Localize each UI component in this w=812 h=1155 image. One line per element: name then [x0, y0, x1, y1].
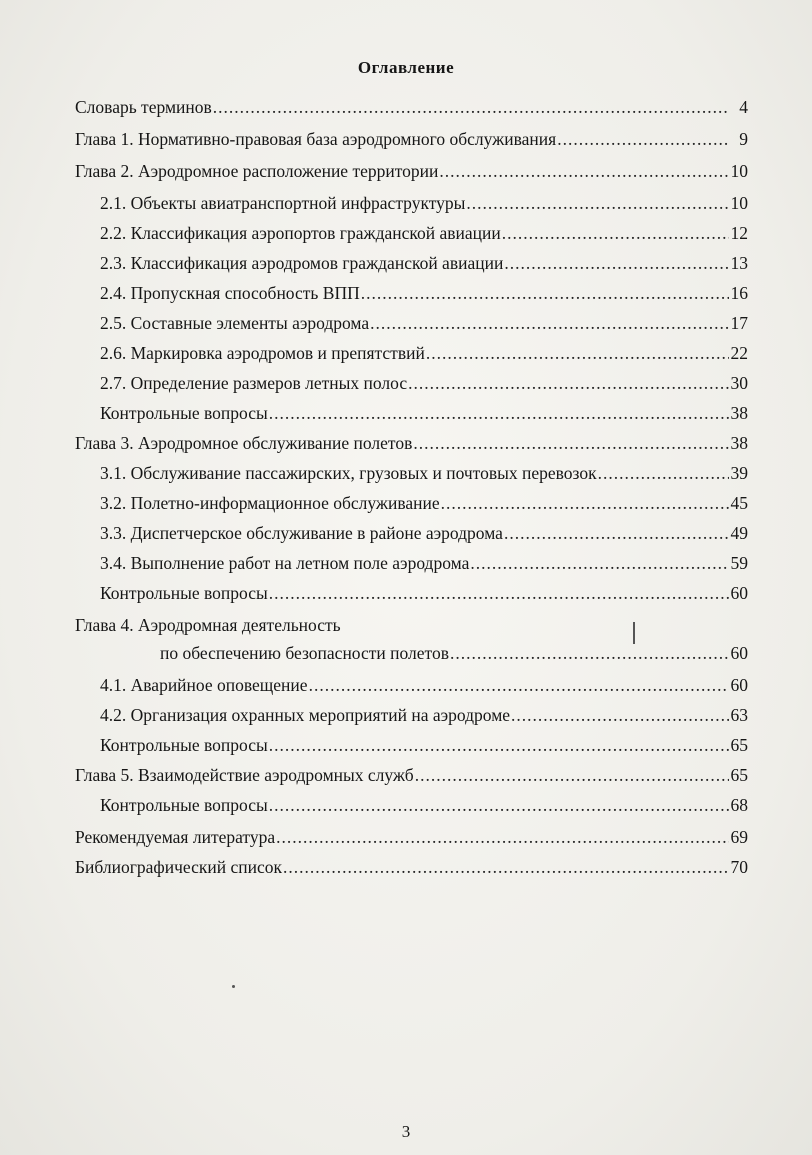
toc-leader-dots [511, 704, 729, 726]
toc-leader-dots [415, 764, 729, 786]
toc-leader-dots [470, 552, 729, 574]
toc-entry-page: 39 [730, 463, 748, 483]
toc-entry-page: 16 [730, 283, 748, 303]
toc-entry-title: 3.1. Обслуживание пассажирских, грузовых и почтовых перевозок [100, 463, 597, 483]
toc-entry-page: 13 [730, 253, 748, 273]
toc-entry-title: Контрольные вопросы [100, 735, 268, 755]
toc-entry-page: 22 [730, 343, 748, 363]
toc-entry-page: 12 [730, 223, 748, 243]
toc-leader-dots [309, 674, 729, 696]
toc-entry-page: 65 [730, 735, 748, 755]
toc-entry[interactable] [100, 372, 748, 394]
toc-entry-page: 60 [730, 675, 748, 695]
toc-entry-page: 30 [730, 373, 748, 393]
toc-entry-title: Рекомендуемая литература [75, 827, 276, 847]
toc-leader-dots [502, 222, 729, 244]
toc-leader-dots [269, 402, 729, 424]
toc-entry-title: 2.2. Классификация аэропортов гражданской авиации [100, 223, 501, 243]
toc-entry-title: 3.2. Полетно-информационное обслуживание [100, 493, 440, 513]
page-number: 3 [401, 1122, 411, 1141]
toc-leader-dots [439, 160, 729, 182]
toc-leader-dots [557, 128, 729, 150]
toc-leader-dots [213, 96, 729, 118]
toc-leader-dots [504, 252, 729, 274]
toc-entry-page: 38 [730, 403, 748, 423]
toc-leader-dots [598, 462, 729, 484]
toc-entry[interactable] [100, 734, 748, 756]
toc-entry-title: Словарь терминов [75, 97, 212, 117]
toc-entry[interactable] [75, 856, 748, 878]
toc-entry-title: 2.5. Составные элементы аэродрома [100, 313, 370, 333]
toc-leader-dots [370, 312, 729, 334]
toc-leader-dots [269, 794, 729, 816]
toc-entry-title: 2.6. Маркировка аэродромов и препятствий [100, 343, 425, 363]
toc-entry-title: Глава 3. Аэродромное обслуживание полетов [75, 433, 413, 453]
toc-entry-title: Контрольные вопросы [100, 795, 268, 815]
toc-entry-page: 49 [730, 523, 748, 543]
toc-entry-title: Библиографический список [75, 857, 283, 877]
toc-entry[interactable] [100, 342, 748, 364]
toc-entry-page: 17 [730, 313, 748, 333]
toc-entry[interactable] [100, 552, 748, 574]
toc-leader-dots [450, 642, 729, 664]
toc-entry[interactable] [75, 826, 748, 848]
toc-entry-page: 60 [730, 643, 748, 663]
toc-leader-dots [413, 432, 729, 454]
toc-entry-title: Глава 1. Нормативно-правовая база аэродромного обслуживания [75, 129, 557, 149]
toc-entry[interactable] [100, 252, 748, 274]
toc-entry-page: 63 [730, 705, 748, 725]
toc-entry-title: 2.7. Определение размеров летных полос [100, 373, 408, 393]
toc-entry-page: 38 [730, 433, 748, 453]
toc-entry-title: 2.3. Классификация аэродромов гражданской авиации [100, 253, 504, 273]
toc-leader-dots [466, 192, 729, 214]
toc-entry[interactable] [100, 312, 748, 334]
toc-entry[interactable] [100, 704, 748, 726]
toc-entry[interactable] [100, 282, 748, 304]
toc-entry-title: 2.1. Объекты авиатранспортной инфраструктуры [100, 193, 466, 213]
toc-entry-page: 68 [730, 795, 748, 815]
toc-entry-title: по обеспечению безопасности полетов [160, 643, 449, 663]
toc-entry[interactable] [100, 674, 748, 696]
toc-entry-page: 65 [730, 765, 748, 785]
toc-leader-dots [408, 372, 729, 394]
toc-entry[interactable] [100, 402, 748, 424]
toc-leader-dots [441, 492, 729, 514]
toc-entry-title: Контрольные вопросы [100, 403, 268, 423]
toc-entry-title: Глава 2. Аэродромное расположение территории [75, 161, 439, 181]
toc-entry-page: 60 [730, 583, 748, 603]
toc-entry[interactable] [160, 642, 748, 664]
toc-entry-page: 59 [730, 553, 748, 573]
toc-entry-title: 3.4. Выполнение работ на летном поле аэродрома [100, 553, 470, 573]
toc-entry-heading[interactable]: Глава 4. Аэродромная деятельность [75, 615, 341, 635]
toc-entry-page: 10 [730, 193, 748, 213]
toc-entry[interactable] [75, 128, 748, 150]
toc-leader-dots [276, 826, 729, 848]
scan-mark [633, 622, 635, 644]
toc-entry-title: Глава 5. Взаимодействие аэродромных служб [75, 765, 414, 785]
toc-entry-page: 70 [730, 857, 748, 877]
toc-entry-page: 69 [730, 827, 748, 847]
toc-entry-page: 45 [730, 493, 748, 513]
toc-entry-title: 3.3. Диспетчерское обслуживание в районе аэродрома [100, 523, 503, 543]
toc-entry[interactable] [100, 192, 748, 214]
toc-entry[interactable] [75, 96, 748, 118]
toc-leader-dots [269, 582, 729, 604]
scan-speck [232, 985, 235, 988]
toc-entry[interactable] [100, 582, 748, 604]
toc-leader-dots [269, 734, 729, 756]
toc-entry[interactable] [100, 492, 748, 514]
toc-entry-title: 4.2. Организация охранных мероприятий на аэродроме [100, 705, 511, 725]
toc-entry-page: 4 [739, 97, 748, 117]
toc-leader-dots [426, 342, 729, 364]
toc-leader-dots [504, 522, 729, 544]
toc-entry[interactable] [75, 160, 748, 182]
toc-entry[interactable] [100, 462, 748, 484]
toc-entry-title: 2.4. Пропускная способность ВПП [100, 283, 360, 303]
toc-entry[interactable] [100, 222, 748, 244]
toc-entry[interactable] [100, 794, 748, 816]
toc-leader-dots [283, 856, 729, 878]
toc-entry-page: 10 [730, 161, 748, 181]
toc-entry[interactable] [75, 432, 748, 454]
toc-entry[interactable] [100, 522, 748, 544]
toc-title: Оглавление [357, 58, 455, 77]
toc-entry[interactable] [75, 764, 748, 786]
toc-entry-title: Контрольные вопросы [100, 583, 268, 603]
toc-leader-dots [361, 282, 729, 304]
toc-entry-title: 4.1. Аварийное оповещение [100, 675, 308, 695]
toc-entry-page: 9 [739, 129, 748, 149]
